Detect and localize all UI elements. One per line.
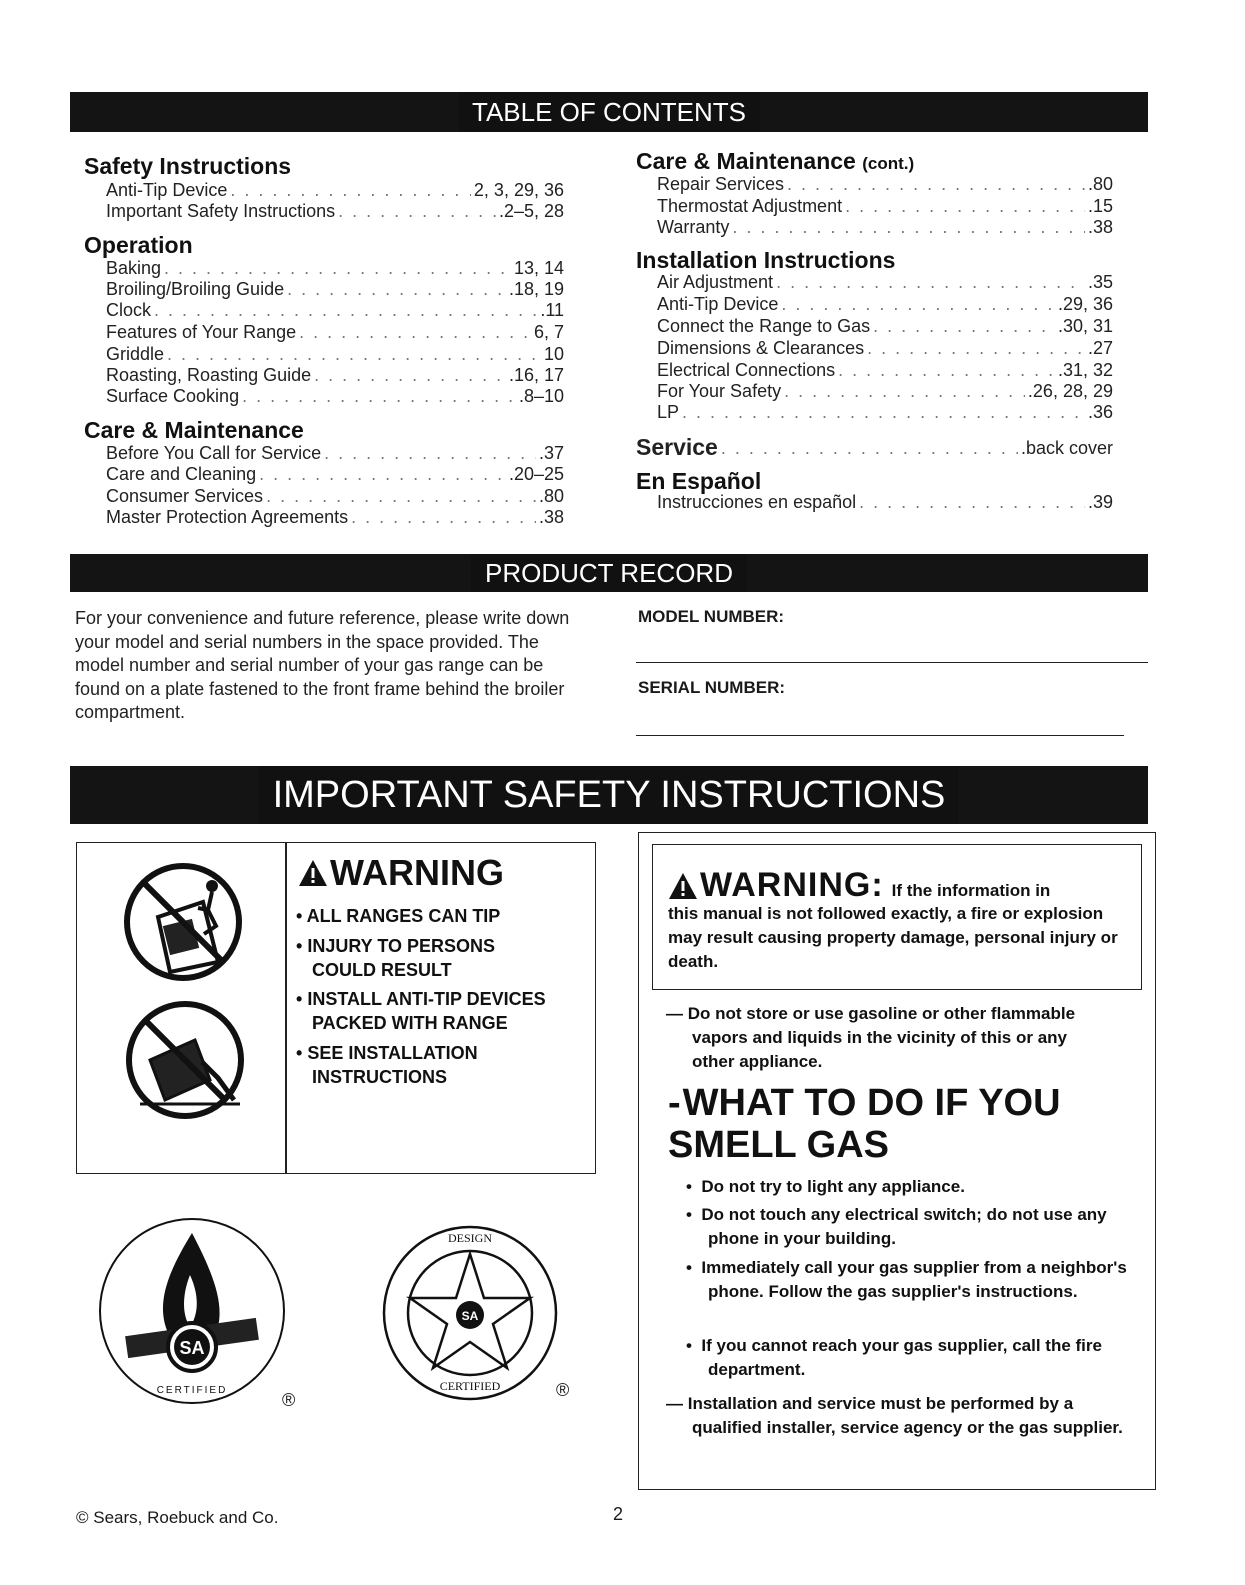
toc-item[interactable]: Baking . . . 13, 14 [106,258,564,279]
gas-bullet: • Do not try to light any appliance. [686,1177,965,1196]
toc-item[interactable]: Important Safety Instructions . . . .2–5, 28 [106,201,564,222]
svg-text:SA: SA [179,1338,205,1358]
toc-item[interactable]: Thermostat Adjustment . . . .15 [657,196,1113,217]
toc-item[interactable]: LP . . . .36 [657,402,1113,423]
toc-heading-espanol: En Español [636,468,762,494]
svg-text:SA: SA [461,1309,479,1323]
toc-heading-safety: Safety Instructions [84,153,292,179]
toc-banner [70,92,1148,132]
gasoline-warning: — Do not store or use gasoline or other flammable vapors and liquids in the vicinity of this or any other appliance. [666,1004,1076,1071]
product-record-title: PRODUCT RECORD [471,554,747,592]
tip-warning-title: WARNING [298,852,504,894]
model-number-line[interactable] [636,662,1148,663]
no-falling-range-icon [110,1000,260,1120]
tip-warning-bullet: • INJURY TO PERSONS COULD RESULT [296,936,496,980]
gas-warning-title: WARNING: If the information in [668,866,1050,905]
toc-item[interactable]: Connect the Range to Gas . . . .30, 31 [657,316,1113,337]
tip-warning-bullet: • INSTALL ANTI-TIP DEVICES PACKED WITH RANGE [296,989,546,1033]
tip-warning-bullet: • ALL RANGES CAN TIP [296,906,501,926]
toc-item[interactable]: Consumer Services . . . .80 [106,486,564,507]
page-number: 2 [613,1504,624,1524]
toc-heading-care: Care & Maintenance [84,417,304,443]
no-tipping-range-icon [108,862,258,982]
installation-warning: — Installation and service must be performed by a qualified installer, service agency or the gas supplier. [666,1394,1123,1437]
toc-item[interactable]: Features of Your Range . . . 6, 7 [106,322,564,343]
toc-banner-title: TABLE OF CONTENTS [458,92,760,132]
gas-bullet: • Immediately call your gas supplier from a neighbor's phone. Follow the gas supplier's instructions. [686,1258,1127,1301]
toc-item[interactable]: Roasting, Roasting Guide . . . .16, 17 [106,365,564,386]
toc-item[interactable]: Dimensions & Clearances . . . .27 [657,338,1113,359]
gas-bullet: • If you cannot reach your gas supplier, call the fire department. [686,1336,1102,1379]
csa-certified-logo [86,1215,301,1415]
serial-number-line[interactable] [636,735,1124,736]
toc-item[interactable]: Broiling/Broiling Guide . . . .18, 19 [106,279,564,300]
toc-item[interactable]: Anti-Tip Device . . . .29, 36 [657,294,1113,315]
registered-mark: ® [556,1380,570,1400]
toc-heading-installation: Installation Instructions [636,247,896,273]
toc-item[interactable]: Anti-Tip Device . . . 2, 3, 29, 36 [106,180,564,201]
tip-warning-bullet: • SEE INSTALLATION INSTRUCTIONS [296,1043,478,1087]
toc-item[interactable]: Air Adjustment . . . .35 [657,272,1113,293]
toc-item[interactable]: Master Protection Agreements . . . .38 [106,507,564,528]
toc-item[interactable]: For Your Safety . . . .26, 28, 29 [657,381,1113,402]
toc-item[interactable]: Repair Services . . . .80 [657,174,1113,195]
smell-gas-heading: -WHAT TO DO IF YOU SMELL GAS [668,1082,1061,1166]
product-record-text: For your convenience and future reference, please write down your model and serial numbers in the space provided. The model number and serial number of your gas range can be found on a plate fastened to the front frame behind the broiler compartment. [75,608,570,722]
certified-text: CERTIFIED [439,1379,501,1393]
toc-item[interactable]: Griddle . . . 10 [106,344,564,365]
warning-triangle-icon [668,872,698,900]
copyright-footer: © Sears, Roebuck and Co. [76,1508,279,1527]
warning-triangle-icon [298,859,328,887]
toc-item-service[interactable]: Service . . . .back cover [636,434,1113,461]
toc-item[interactable]: Instrucciones en español . . . .39 [657,492,1113,513]
toc-item[interactable]: Before You Call for Service . . . .37 [106,443,564,464]
toc-item[interactable]: Care and Cleaning . . . .20–25 [106,464,564,485]
registered-mark: ® [282,1390,296,1410]
serial-number-label: SERIAL NUMBER: [638,678,786,697]
design-certified-logo [382,1218,562,1408]
product-record-banner [70,554,1148,592]
csa-certified-text: CERTIFIED [156,1385,228,1396]
tip-warning-divider [285,842,287,1174]
model-number-label: MODEL NUMBER: [638,607,785,626]
gas-bullet: • Do not touch any electrical switch; do not use any phone in your building. [686,1205,1107,1248]
toc-item[interactable]: Surface Cooking . . . .8–10 [106,386,564,407]
toc-heading-care-cont: Care & Maintenance (cont.) [636,148,915,174]
gas-warning-text: this manual is not followed exactly, a fire or explosion may result causing property damage, personal injury or death. [668,904,1118,971]
design-text: DESIGN [448,1231,492,1245]
toc-item[interactable]: Electrical Connections . . . .31, 32 [657,360,1113,381]
safety-banner-title: IMPORTANT SAFETY INSTRUCTIONS [259,766,960,824]
toc-heading-operation: Operation [84,232,193,258]
toc-item[interactable]: Clock . . . .11 [106,300,564,321]
safety-banner [70,766,1148,824]
toc-item[interactable]: Warranty . . . .38 [657,217,1113,238]
